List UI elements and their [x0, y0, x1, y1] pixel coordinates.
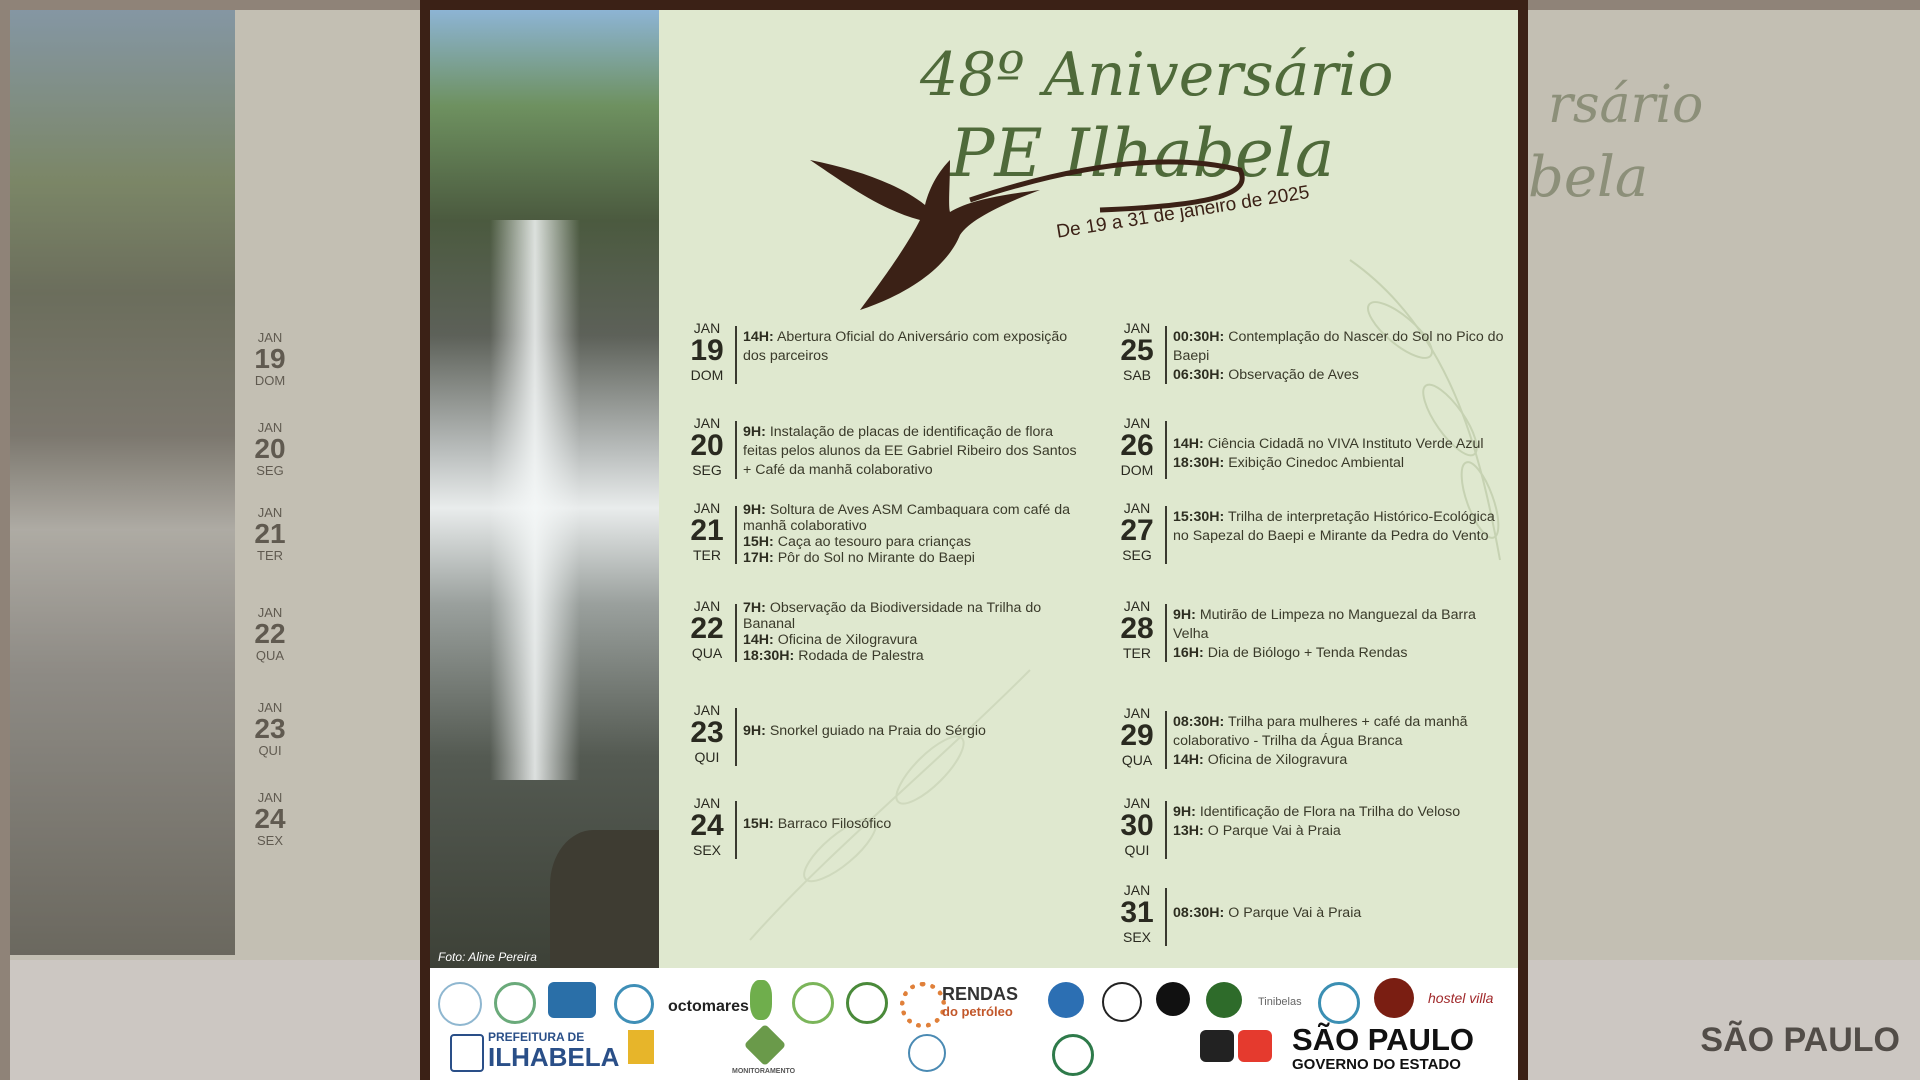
date-badge: JAN 24 SEX [690, 795, 724, 858]
event-list: 9H: Identificação de Flora na Trilha do Veloso 13H: O Parque Vai à Praia [1173, 804, 1461, 839]
partner-logo-10-icon [908, 1034, 946, 1072]
poster-frame [420, 0, 1528, 1080]
partner-logo-3-icon [792, 982, 834, 1024]
divider [1165, 604, 1167, 662]
divider [1165, 801, 1167, 859]
event-list: 9H: Mutirão de Limpeza no Manguezal da Barra Velha 16H: Dia de Biólogo + Tenda Rendas [1173, 607, 1476, 661]
date-badge: JAN 25 SAB [1120, 320, 1154, 383]
date-badge: JAN 29 QUA [1120, 705, 1154, 768]
partner-logo-2-icon [614, 984, 654, 1024]
divider [1165, 326, 1167, 384]
event-list: 9H: Soltura de Aves ASM Cambaquara com café da manhã colaborativo 15H: Caça ao tesouro para crianças 17H: Pôr do Sol no Mirante do Baepi [743, 502, 1071, 566]
date-badge: JAN 22 QUA [690, 598, 724, 661]
partner-logo-icon [494, 982, 536, 1024]
sp-title: SÃO PAULO [1292, 1022, 1474, 1057]
date-badge: JAN 19 DOM [690, 320, 724, 383]
ghost-date-23: JAN 23 QUI [254, 700, 286, 758]
ghost-date-24: JAN 24 SEX [254, 790, 286, 848]
ghost-footer-left [10, 960, 420, 1080]
ghost-date-22: JAN 22 QUA [254, 605, 286, 663]
hummingbird-icon [800, 150, 1260, 330]
event-list: 15H: Barraco Filosófico [743, 816, 892, 832]
octomares-logo: octomares [668, 998, 749, 1015]
divider [735, 421, 737, 479]
partner-logo-6-icon [1156, 982, 1190, 1016]
event-list: 7H: Observação da Biodiversidade na Trilha do Bananal 14H: Oficina de Xilogravura 18:30H: Rodada de Palestra [743, 600, 1042, 664]
partner-logo-4-icon [846, 982, 888, 1024]
ghost-date-20: JAN 20 SEG [254, 420, 286, 478]
poster-content [430, 10, 1518, 1080]
ghost-date-19: JAN 19 DOM [254, 330, 286, 388]
event-list: 08:30H: O Parque Vai à Praia [1173, 905, 1362, 921]
ghost-footer-right [1528, 960, 1920, 1080]
date-range: De 19 a 31 de janeiro de 2025 [1055, 182, 1311, 243]
parrot-logo-icon [750, 980, 772, 1020]
photo-credit: Foto: Aline Pereira [438, 950, 537, 964]
rendas-circle-icon [900, 982, 946, 1028]
divider [1165, 506, 1167, 564]
partner-logo-8-icon [1318, 982, 1360, 1024]
ghost-title-2: bela [1528, 145, 1649, 210]
date-badge: JAN 27 SEG [1120, 500, 1154, 563]
background-right-copy [1528, 10, 1920, 1080]
ghost-sp-logo: SÃO PAULO [1700, 1021, 1900, 1059]
leaf-decoration-bottom-icon [730, 650, 1050, 950]
date-badge: JAN 23 QUI [690, 702, 724, 765]
waterfall [490, 220, 580, 780]
prefeitura-label: PREFEITURA DE [488, 1030, 585, 1044]
divider [735, 604, 737, 662]
ilhabela-crest-icon [450, 1034, 484, 1072]
partner-logo-7-icon [1206, 982, 1242, 1018]
ghost-title: rsário [1548, 75, 1704, 135]
hostel-logo: hostel villa [1428, 990, 1494, 1006]
sponsor-footer [430, 968, 1518, 1080]
divider [1165, 888, 1167, 946]
ghost-photo-left [10, 10, 235, 955]
projeto-baleia-logo-icon [548, 982, 596, 1018]
divider [735, 506, 737, 564]
coa-logo-icon [1102, 982, 1142, 1022]
partner-logo-11-icon [1052, 1034, 1094, 1076]
sp-map-icon [1200, 1026, 1280, 1066]
waterfall-photo [430, 10, 659, 968]
monitoramento-label: MONITORAMENTO [732, 1068, 796, 1075]
title-line-2: PE Ilhabela [950, 115, 1335, 192]
ilhabela-label: ILHABELA [488, 1042, 620, 1072]
sailboat-logo-icon [628, 1030, 654, 1064]
rock [550, 830, 659, 968]
tinibelas-logo: Tinibelas [1258, 996, 1302, 1008]
event-list: 14H: Ciência Cidadã no VIVA Instituto Verde Azul 18:30H: Exibição Cinedoc Ambiental [1173, 436, 1484, 471]
event-list: 14H: Abertura Oficial do Aniversário com exposição dos parceiros [743, 329, 1068, 364]
date-badge: JAN 26 DOM [1120, 415, 1154, 478]
date-badge: JAN 20 SEG [690, 415, 724, 478]
ghost-date-21: JAN 21 TER [254, 505, 286, 563]
divider [735, 801, 737, 859]
monitoramento-logo-icon [744, 1024, 786, 1066]
event-list: 08:30H: Trilha para mulheres + café da manhã colaborativo - Trilha da Água Branca 14H: Oficina de Xilogravura [1173, 714, 1468, 768]
rendas-logo-line2: do petróleo [942, 1004, 1013, 1019]
partner-logo-9-icon [1374, 978, 1414, 1018]
divider [1165, 711, 1167, 769]
divider [1165, 421, 1167, 479]
event-list: 00:30H: Contemplação do Nascer do Sol no Pico do Baepi 06:30H: Observação de Aves [1173, 329, 1504, 383]
date-badge: JAN 28 TER [1120, 598, 1154, 661]
event-list: 9H: Snorkel guiado na Praia do Sérgio [743, 723, 986, 739]
background-left-copy [10, 10, 420, 1080]
alcatrazes-logo-icon [438, 982, 482, 1026]
date-badge: JAN 30 QUI [1120, 795, 1154, 858]
title-line-1: 48º Aniversário [920, 40, 1394, 110]
divider [735, 708, 737, 766]
rendas-logo-line1: RENDAS [942, 984, 1019, 1004]
partner-logo-5-icon [1048, 982, 1084, 1018]
date-badge: JAN 31 SEX [1120, 882, 1154, 945]
event-list: 15:30H: Trilha de interpretação Histórico-Ecológica no Sapezal do Baepi e Mirante da Pedra do Vento [1173, 509, 1495, 544]
divider [735, 326, 737, 384]
sp-subtitle: GOVERNO DO ESTADO [1292, 1056, 1461, 1073]
date-badge: JAN 21 TER [690, 500, 724, 563]
event-list: 9H: Instalação de placas de identificação de flora feitas pelos alunos da EE Gabriel Ribeiro dos Santos + Café da manhã colaborativo [743, 424, 1077, 478]
